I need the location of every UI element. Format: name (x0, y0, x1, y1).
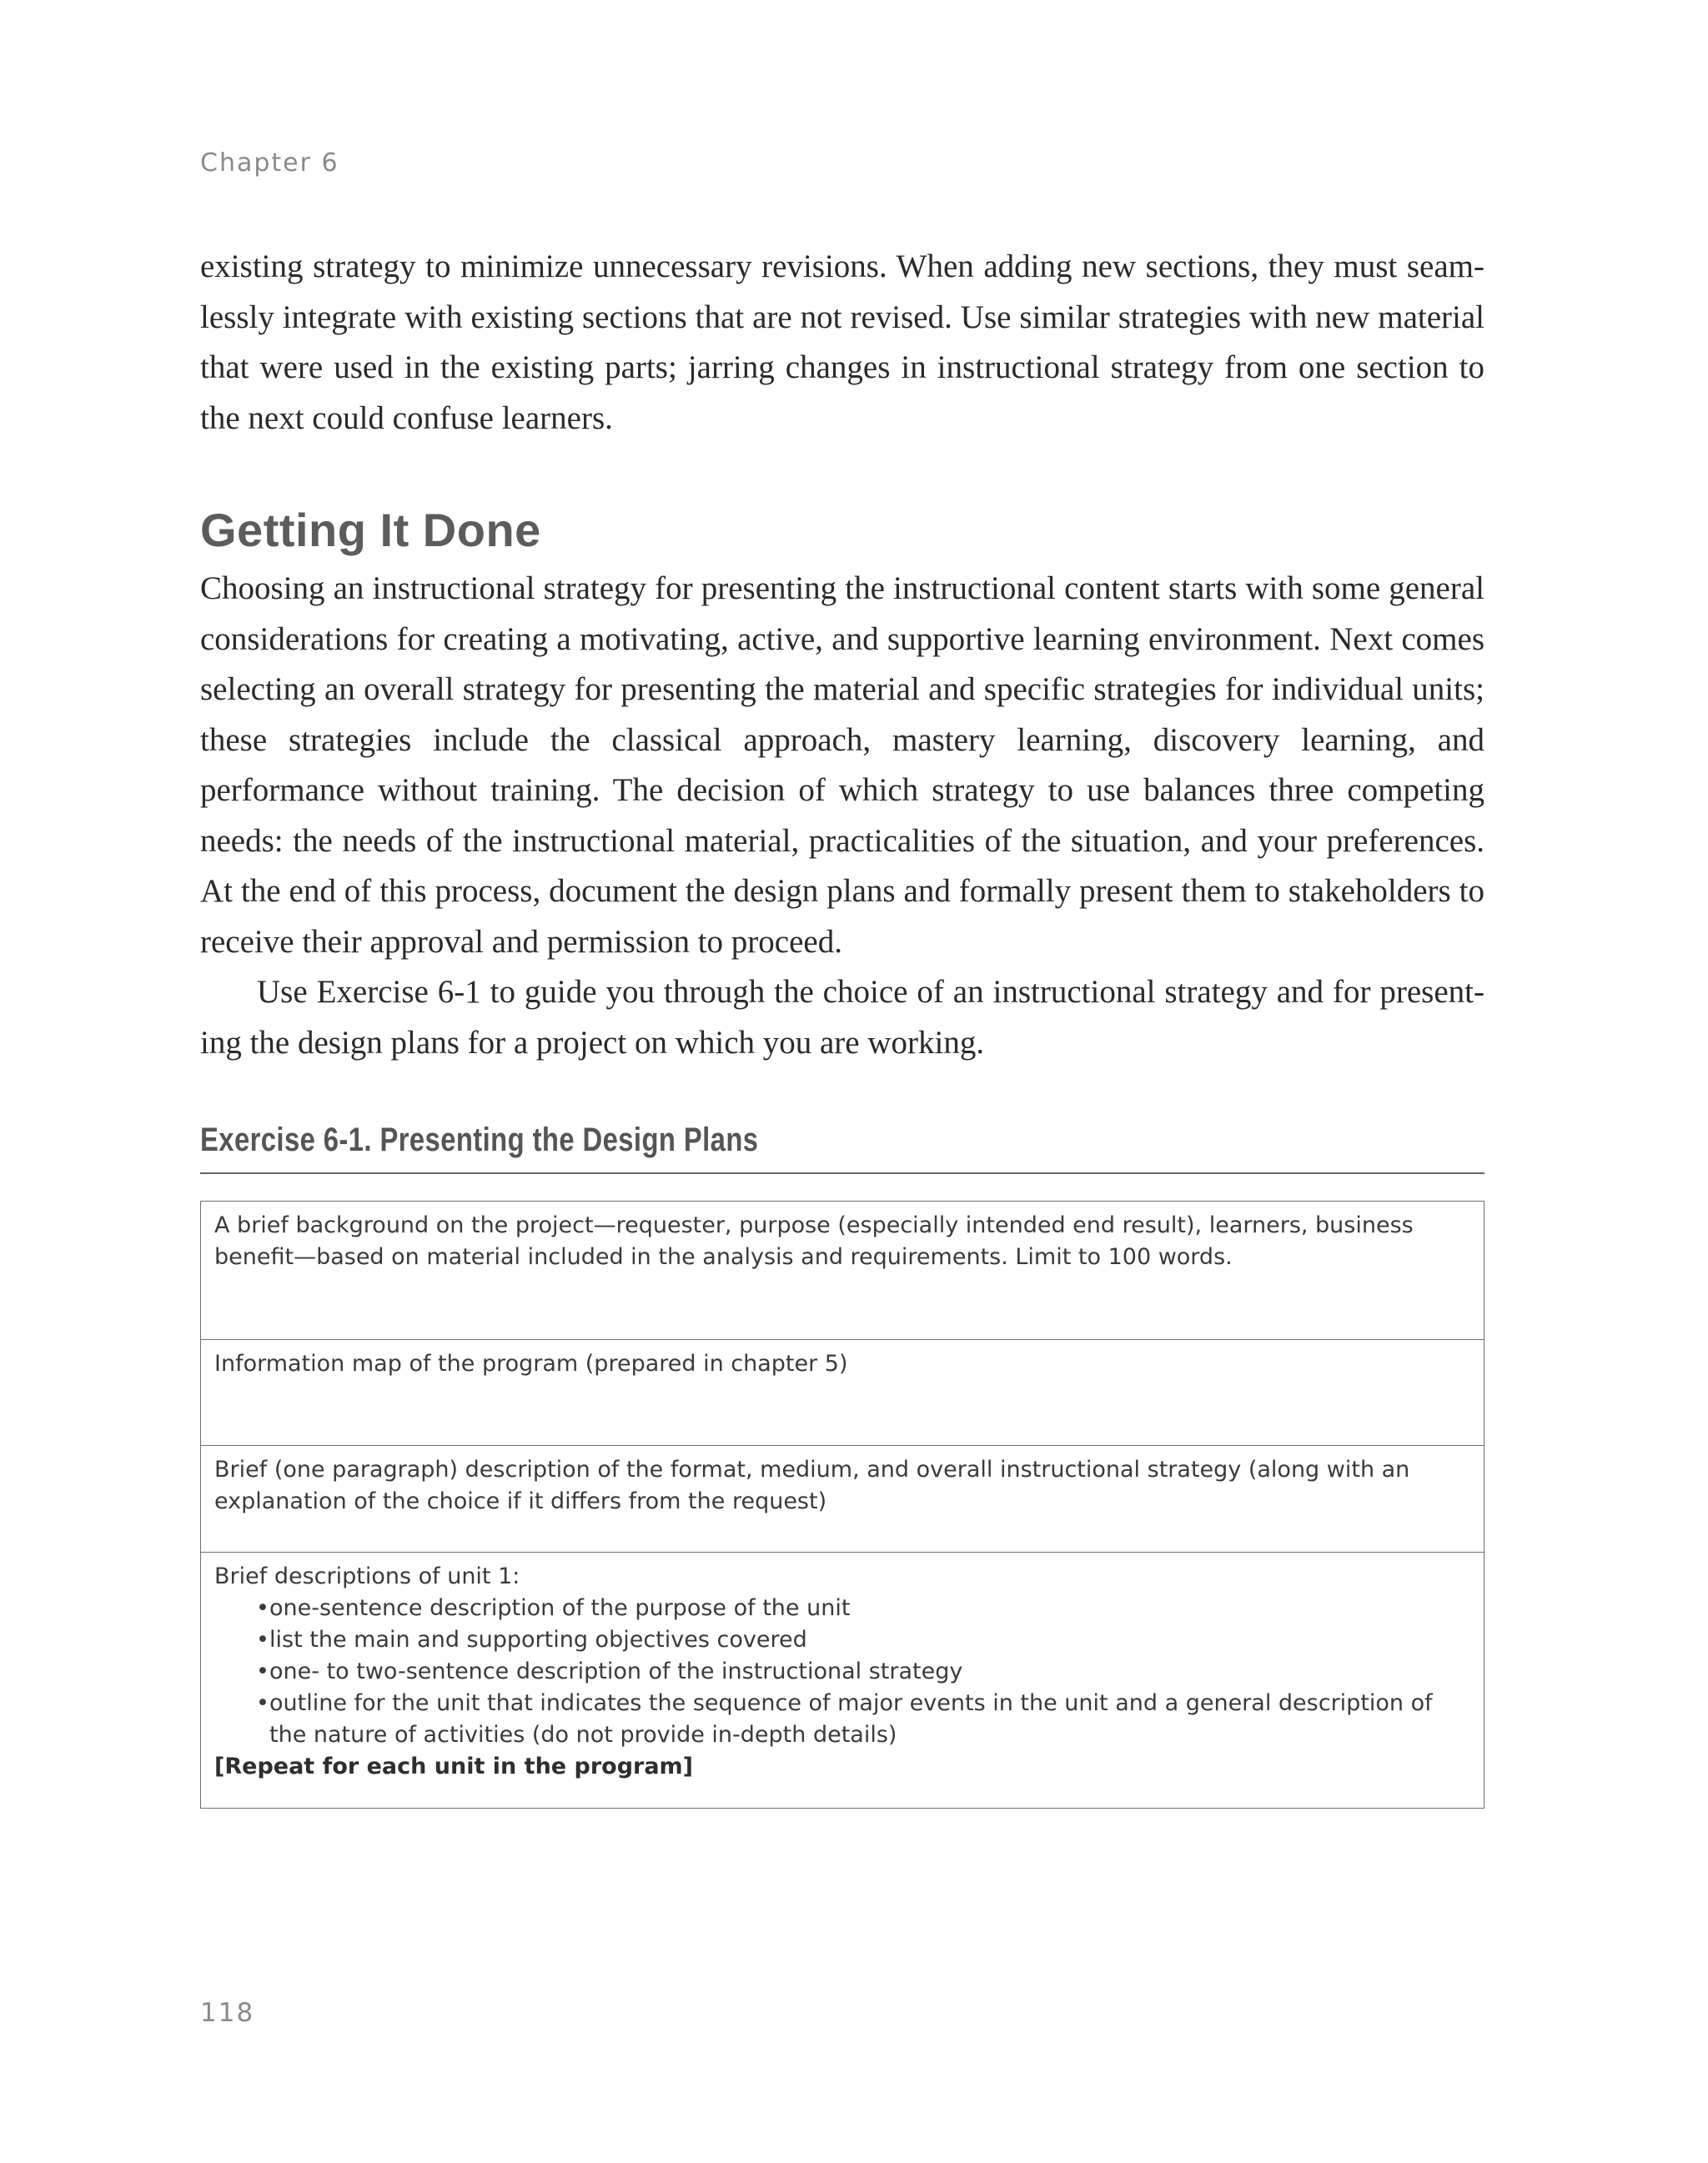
running-head: Chapter 6 (200, 148, 339, 178)
exercise-row-strategy-description: Brief (one paragraph) description of the format, medium, and overall instructional strategy (along with an explanation of the choice if it differs from the request) (201, 1446, 1484, 1553)
exercise-row-unit-descriptions (201, 1553, 1484, 1808)
list-item: • list the main and supporting objectives covered (256, 1624, 1470, 1656)
exercise-title-rule (200, 1172, 1484, 1174)
page-number: 118 (200, 1998, 255, 2028)
repeat-note: [Repeat for each unit in the program] (214, 1754, 694, 1779)
exercise-row-background: A brief background on the project—requester, purpose (especially intended end result), learners, business benefit—based on material included in the analysis and requirements. Limit to 100 words. (201, 1202, 1484, 1340)
list-item: • one- to two-sentence description of the instructional strategy (256, 1656, 1470, 1688)
list-item: • one-sentence description of the purpose of the unit (256, 1593, 1470, 1624)
exercise-row-information-map: Information map of the program (prepared in chapter 5) (201, 1340, 1484, 1446)
page-content (200, 242, 1484, 1779)
body-paragraph: existing strategy to minimize unnecessary revisions. When adding new sections, they must seamlessly integrate with existing sections that are not revised. Use similar strategies with new material that were used in the existing parts; jarring changes in instructional strategy from one section to the next could confuse learners. (200, 248, 1484, 436)
unit-bullet-list (214, 1593, 1470, 1751)
exercise-title: Exercise 6-1. Presenting the Design Plans (200, 1122, 759, 1158)
exercise-table (200, 1201, 1484, 1809)
section-heading: Getting It Done (200, 504, 541, 556)
list-item: • outline for the unit that indicates the sequence of major events in the unit and a general description of the nature of activities (do not provide in-depth details) (256, 1688, 1470, 1751)
unit-row-intro: Brief descriptions of unit 1: (214, 1563, 520, 1589)
body-paragraph: Choosing an instructional strategy for presenting the instructional content starts with some general considerations for creating a motivating, active, and supportive learning environment. Next comes selecting an overall strategy for presenting the material and specific strategies for individual units; these strategies include the classical approach, mastery learning, discovery learning, and performance without training. The decision of which strategy to use balances three competing needs: the needs of the instructional material, practicalities of the situation, and your preferences. At the end of this process, document the design plans and formally present them to stakeholders to receive their approval and permission to proceed. (200, 570, 1484, 960)
body-paragraph: Use Exercise 6-1 to guide you through the choice of an instructional strategy and for presenting the design plans for a project on which you are working. (200, 974, 1484, 1061)
